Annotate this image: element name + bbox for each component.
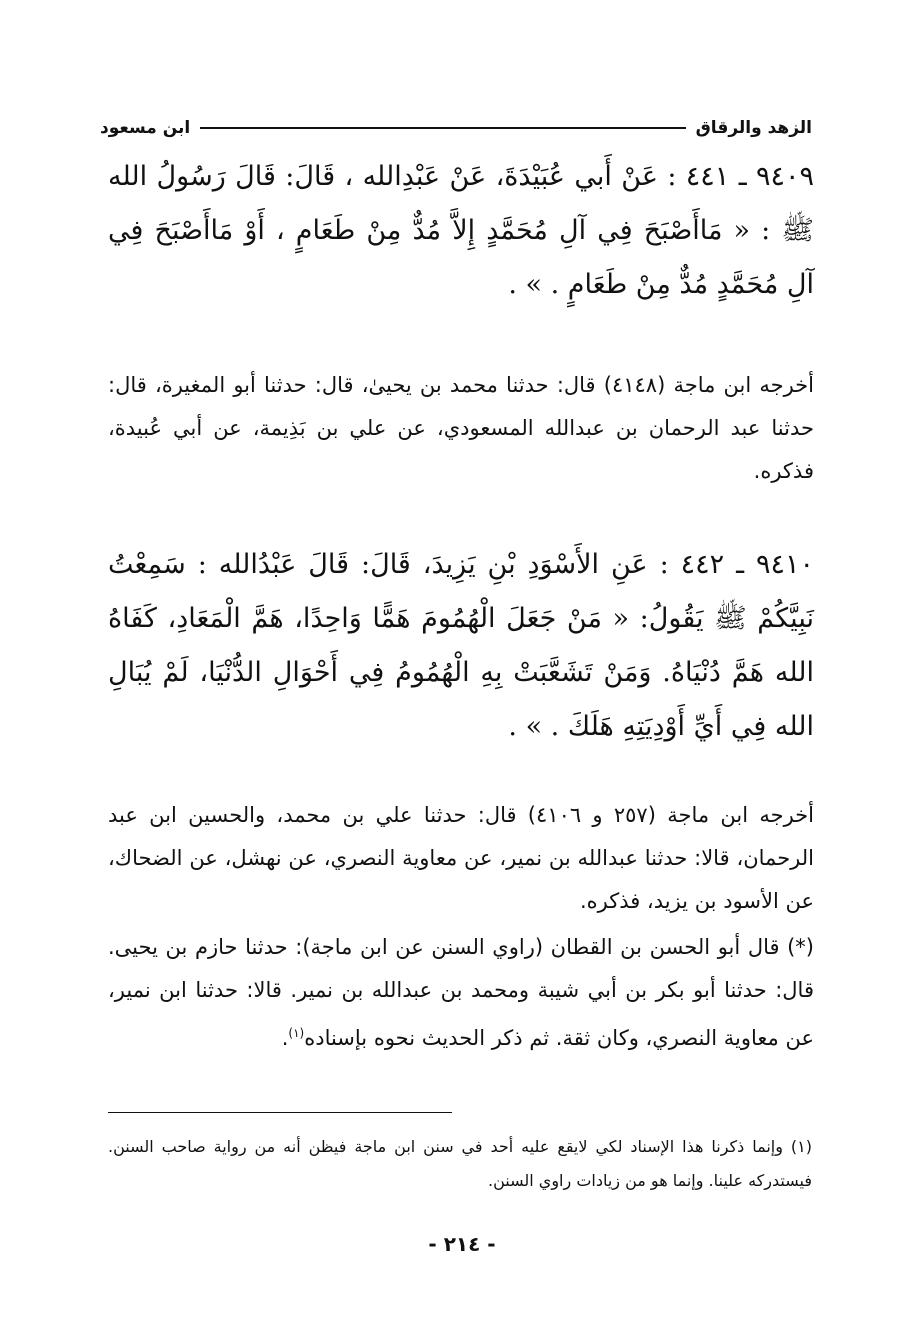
hadith-9410-text: ٩٤١٠ ـ ٤٤٢ : عَنِ الأَسْوَدِ بْنِ يَزِيدَ، قَالَ: قَالَ عَبْدُالله : سَمِعْتُ نَبِيَّكُمْ ﷺ يَقُولُ: « مَنْ جَعَلَ الْهُمُومَ هَمًّا وَاحِدًا، هَمَّ الْمَعَادِ، كَفَاهُ الله هَمَّ دُنْيَاهُ. وَمَنْ تَشَعَّبَتْ بِهِ الْهُمُومُ فِي أَحْوَالِ الدُّنْيَا، لَمْ يُبَالِ الله فِي أَيِّ أَوْدِيَتِهِ هَلَكَ . » . (108, 549, 815, 742)
ibn-qattan-note-text: (*) قال أبو الحسن بن القطان (راوي السنن عن ابن ماجة): حدثنا حازم بن يحيى. قال: حدثنا أبو بكر بن أبي شيبة ومحمد بن عبدالله بن نمير. قالا: حدثنا ابن نمير، عن معاوية النصري، وكان ثقة. ثم ذكر الحديث نحوه بإسناده (108, 935, 814, 1050)
footnote-separator (108, 1112, 452, 1113)
hadith-9409-takhrij: أخرجه ابن ماجة (٤١٤٨) قال: حدثنا محمد بن يحيىٰ، قال: حدثنا أبو المغيرة، قال: حدثنا عبد الرحمان بن عبدالله المسعودي، عن علي بن بَذِيمة، عن أبي عُبيدة، فذكره. (108, 373, 815, 483)
header-chapter-title: الزهد والرقاق (695, 118, 812, 138)
header-section-title: ابن مسعود (100, 118, 191, 138)
hadith-9409-text: ٩٤٠٩ ـ ٤٤١ : عَنْ أَبي عُبَيْدَةَ، عَنْ عَبْدِالله ، قَالَ: قَالَ رَسُولُ الله ﷺ : « مَاأَصْبَحَ فِي آلِ مُحَمَّدٍ إِلاَّ مُدٌّ مِنْ طَعَامٍ ، أَوْ مَاأَصْبَحَ فِي آلِ مُحَمَّدٍ مُدٌّ مِنْ طَعَامٍ . » . (108, 161, 814, 300)
running-header (100, 112, 812, 144)
page-number: - ٢١٤ - (428, 1232, 496, 1256)
footnote-ref: (١) (288, 1026, 305, 1040)
hadith-9410-takhrij: أخرجه ابن ماجة (٢٥٧ و ٤١٠٦) قال: حدثنا علي بن محمد، والحسين ابن عبد الرحمان، قالا: حدثنا عبدالله بن نمير، عن معاوية النصري، عن نهشل، عن الضحاك، عن الأسود بن يزيد، فذكره. (108, 803, 814, 913)
header-rule (200, 127, 685, 129)
ibn-qattan-note (108, 926, 814, 1060)
footnote-1: (١) وإنما ذكرنا هذا الإسناد لكي لايقع عليه أحد في سنن ابن ماجة فيظن أنه من رواية صاحب السنن. فيستدركه علينا. وإنما هو من زيادات راوي السنن. (108, 1137, 812, 1190)
note-end-mark: . (281, 1026, 289, 1050)
